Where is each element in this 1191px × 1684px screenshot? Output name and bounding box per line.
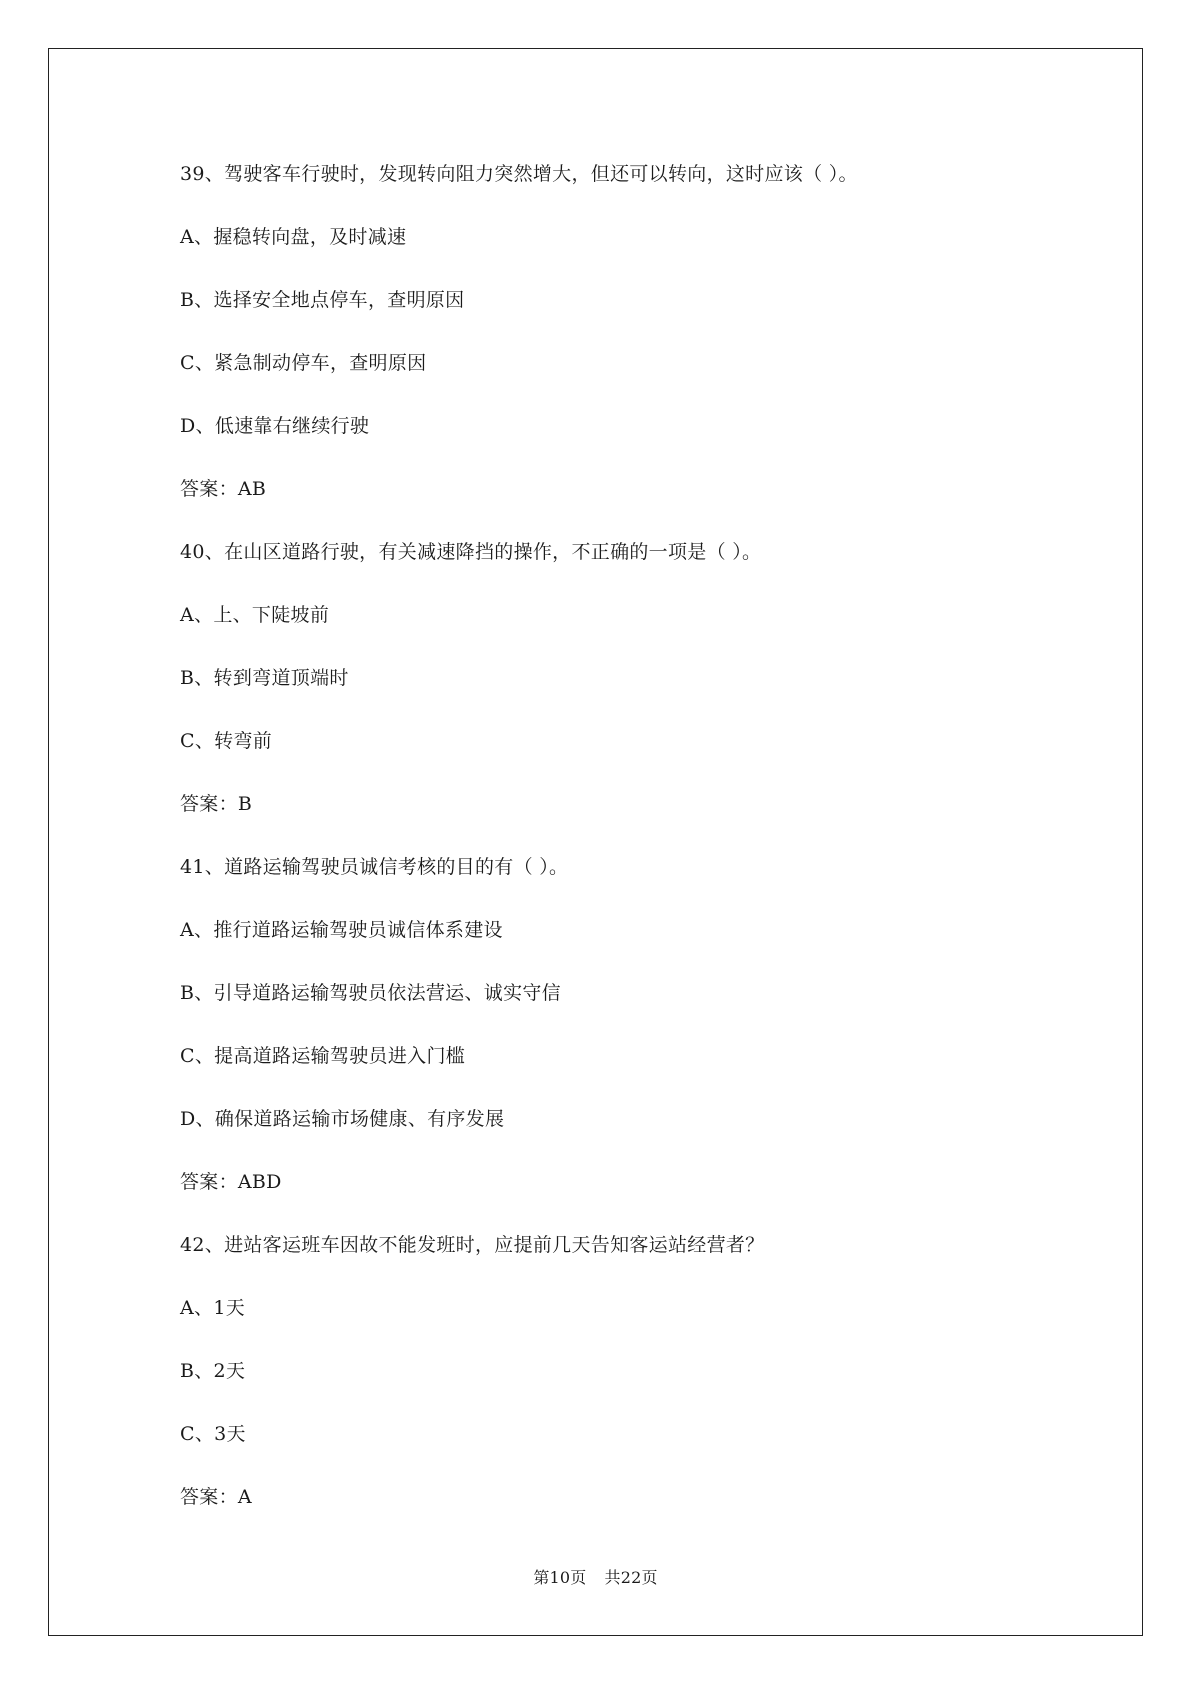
question-40-option-c: C、转弯前: [180, 730, 273, 752]
question-41-option-b: B、引导道路运输驾驶员依法营运、诚实守信: [180, 982, 561, 1004]
question-42-stem: 42、进站客运班车因故不能发班时，应提前几天告知客运站经营者？: [180, 1234, 765, 1256]
question-41-option-d: D、确保道路运输市场健康、有序发展: [180, 1108, 505, 1130]
page-border: [48, 48, 1143, 1636]
question-39-option-a: A、握稳转向盘，及时减速: [180, 226, 407, 248]
question-40-option-b: B、转到弯道顶端时: [180, 667, 349, 689]
question-39-option-c: C、紧急制动停车，查明原因: [180, 352, 427, 374]
question-41-option-a: A、推行道路运输驾驶员诚信体系建设: [180, 919, 503, 941]
question-40-stem: 40、在山区道路行驶，有关减速降挡的操作，不正确的一项是（ ）。: [180, 541, 762, 563]
question-39-option-d: D、低速靠右继续行驶: [180, 415, 370, 437]
question-42-option-c: C、3天: [180, 1423, 246, 1445]
page-footer: [0, 1568, 1191, 1588]
question-40-option-a: A、上、下陡坡前: [180, 604, 330, 626]
question-40-answer: 答案：B: [180, 793, 253, 815]
question-41-option-c: C、提高道路运输驾驶员进入门槛: [180, 1045, 466, 1067]
question-39-stem: 39、驾驶客车行驶时，发现转向阻力突然增大，但还可以转向，这时应该（ ）。: [180, 163, 858, 185]
page-total: 共22页: [604, 1568, 658, 1587]
question-42-answer: 答案：A: [180, 1486, 252, 1508]
question-41-stem: 41、道路运输驾驶员诚信考核的目的有（ ）。: [180, 856, 569, 878]
question-41-answer: 答案：ABD: [180, 1171, 282, 1193]
page-number: 第10页: [533, 1568, 587, 1587]
question-39-option-b: B、选择安全地点停车，查明原因: [180, 289, 465, 311]
question-39-answer: 答案：AB: [180, 478, 267, 500]
question-42-option-b: B、2天: [180, 1360, 246, 1382]
question-42-option-a: A、1天: [180, 1297, 246, 1319]
